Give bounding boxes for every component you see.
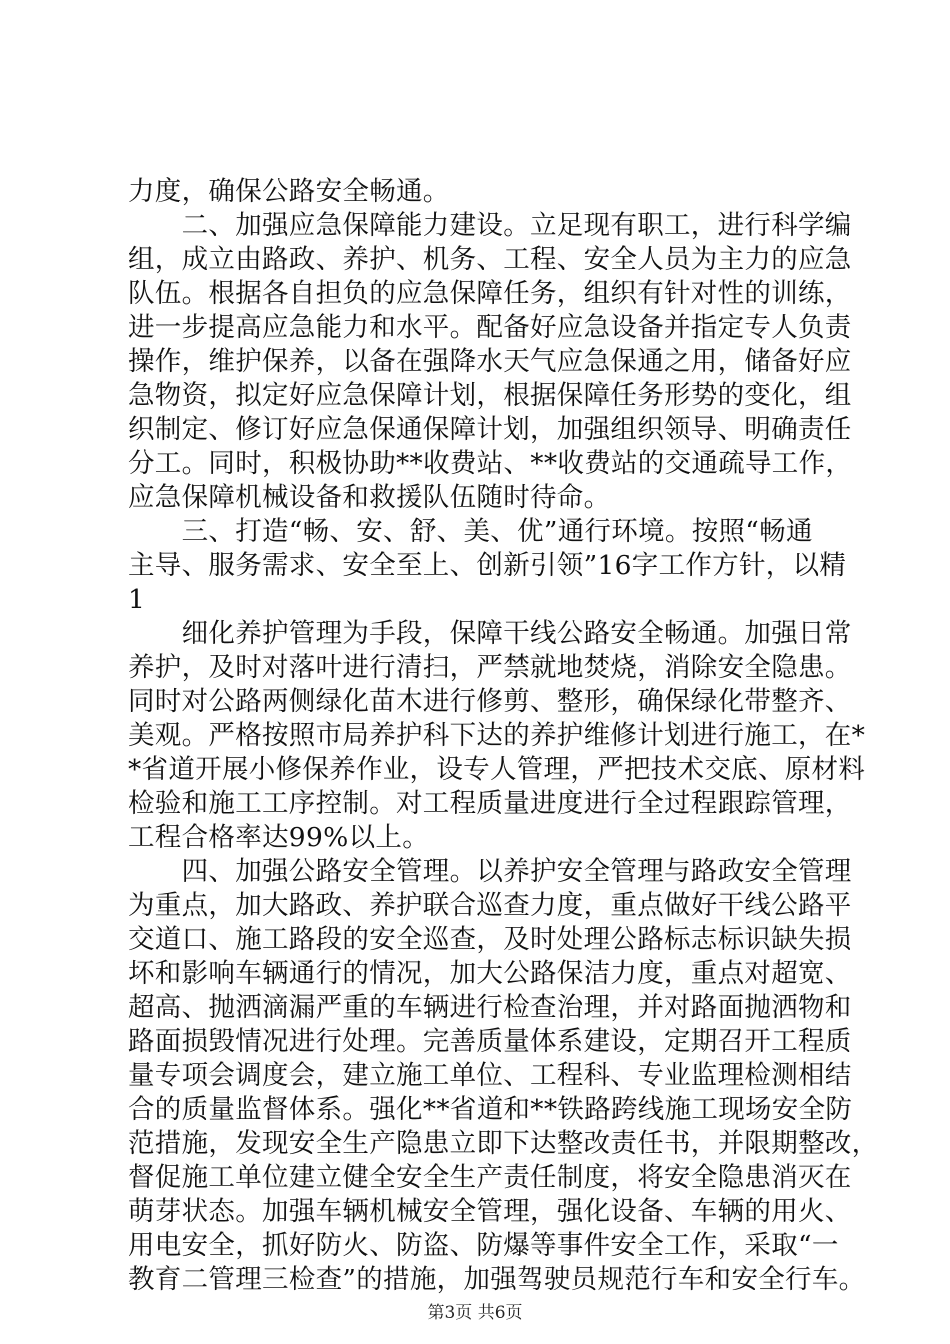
- text-line: 操作，维护保养，以备在强降水天气应急保通之用，储备好应: [128, 346, 852, 377]
- text-line: 力度，确保公路安全畅通。: [128, 176, 450, 207]
- text-line: 二、加强应急保障能力建设。立足现有职工，进行科学编: [128, 210, 852, 241]
- text-line: 合的质量监督体系。强化**省道和**铁路跨线施工现场安全防: [128, 1094, 853, 1125]
- text-line: 用电安全，抓好防火、防盗、防爆等事件安全工作，采取“一: [128, 1230, 839, 1261]
- text-line: 急物资，拟定好应急保障计划，根据保障任务形势的变化，组: [128, 380, 852, 411]
- text-line: 织制定、修订好应急保通保障计划，加强组织领导、明确责任: [128, 414, 852, 445]
- text-line: 工程合格率达99%以上。: [128, 822, 430, 853]
- text-line: *省道开展小修保养作业，设专人管理，严把技术交底、原材料: [128, 754, 866, 785]
- text-line: 队伍。根据各自担负的应急保障任务，组织有针对性的训练，: [128, 278, 852, 309]
- text-line: 量专项会调度会，建立施工单位、工程科、专业监理检测相结: [128, 1060, 852, 1091]
- text-line: 同时对公路两侧绿化苗木进行修剪、整形，确保绿化带整齐、: [128, 686, 852, 717]
- text-line: 检验和施工工序控制。对工程质量进度进行全过程跟踪管理，: [128, 788, 852, 819]
- text-line: 组，成立由路政、养护、机务、工程、安全人员为主力的应急: [128, 244, 852, 275]
- text-line: 督促施工单位建立健全安全生产责任制度，将安全隐患消灭在: [128, 1162, 852, 1193]
- text-line: 进一步提高应急能力和水平。配备好应急设备并指定专人负责: [128, 312, 852, 343]
- text-line: 美观。严格按照市局养护科下达的养护维修计划进行施工，在*: [128, 720, 866, 751]
- text-line: 分工。同时，积极协助**收费站、**收费站的交通疏导工作，: [128, 448, 853, 479]
- text-line: 坏和影响车辆通行的情况，加大公路保洁力度，重点对超宽、: [128, 958, 852, 989]
- text-line: 为重点，加大路政、养护联合巡查力度，重点做好干线公路平: [128, 890, 852, 921]
- text-line: 三、打造“畅、安、舒、美、优”通行环境。按照“畅通: [128, 516, 813, 547]
- text-line: 四、加强公路安全管理。以养护安全管理与路政安全管理: [128, 856, 852, 887]
- text-line: 养护，及时对落叶进行清扫，严禁就地焚烧，消除安全隐患。: [128, 652, 852, 683]
- text-line: 路面损毁情况进行处理。完善质量体系建设，定期召开工程质: [128, 1026, 852, 1057]
- page-break-number: 1: [128, 584, 146, 615]
- text-line: 交道口、施工路段的安全巡查，及时处理公路标志标识缺失损: [128, 924, 852, 955]
- text-line: 教育二管理三检查”的措施，加强驾驶员规范行车和安全行车。: [128, 1264, 866, 1295]
- text-line: 细化养护管理为手段，保障干线公路安全畅通。加强日常: [128, 618, 852, 649]
- text-line: 萌芽状态。加强车辆机械安全管理，强化设备、车辆的用火、: [128, 1196, 852, 1227]
- text-line: 超高、抛洒滴漏严重的车辆进行检查治理，并对路面抛洒物和: [128, 992, 852, 1023]
- text-line: 范措施，发现安全生产隐患立即下达整改责任书，并限期整改，: [128, 1128, 879, 1159]
- text-line: 应急保障机械设备和救援队伍随时待命。: [128, 482, 611, 513]
- text-line: 主导、服务需求、安全至上、创新引领”16字工作方针，以精: [128, 550, 847, 581]
- page-footer: 第3页 共6页: [427, 1303, 523, 1323]
